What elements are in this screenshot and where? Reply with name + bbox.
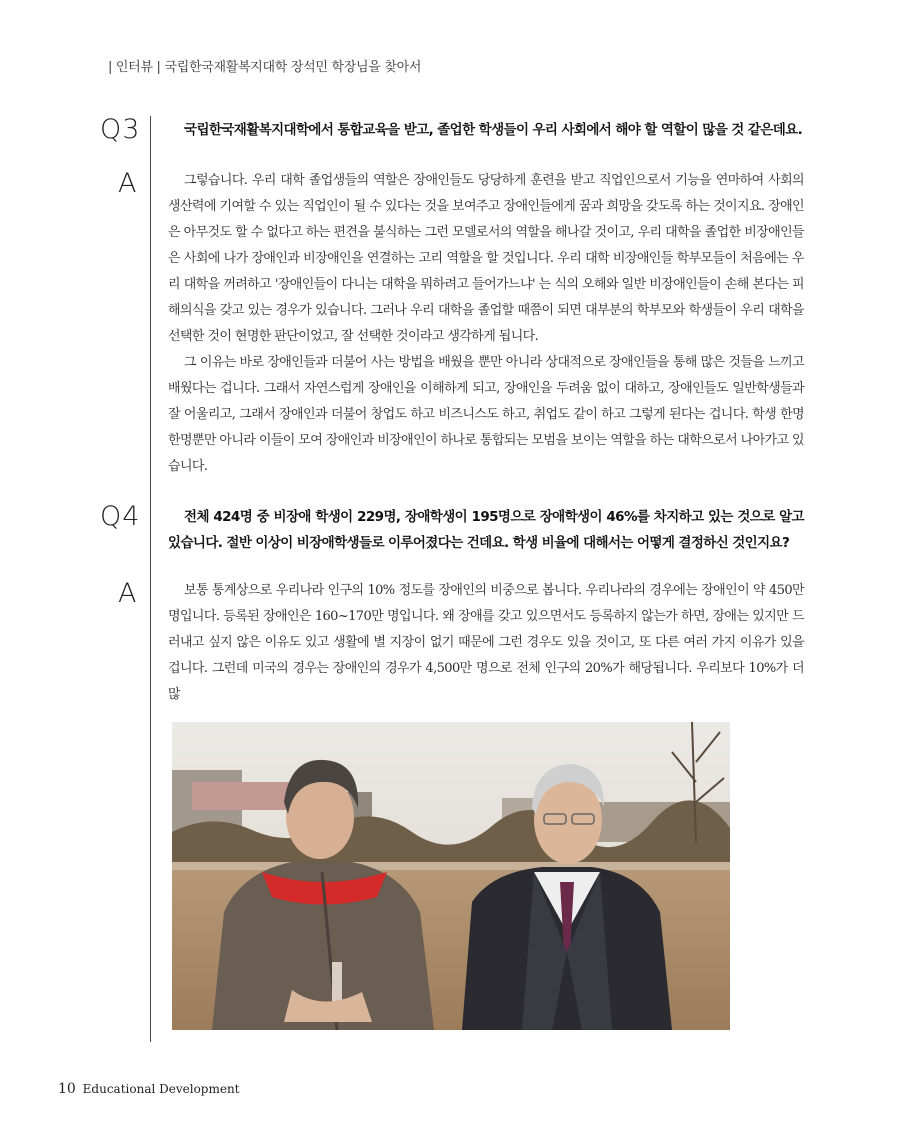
question-text: 국립한국재활복지대학에서 통합교육을 받고, 졸업한 학생들이 우리 사회에서 해야 할 역할이 많을 것 같은데요. [184, 122, 803, 138]
answer-q4 [168, 578, 804, 708]
interview-photo [172, 722, 730, 1030]
page-number: 10 [58, 1081, 76, 1097]
header-divider: | [152, 60, 165, 75]
answer-paragraph: 그렇습니다. 우리 대학 졸업생들의 역할은 장애인들도 당당하게 훈련을 받고 직업인으로서 기능을 연마하여 사회의 생산력에 기여할 수 있는 직업인이 될 수 있다는 것을 보여주고 장애인들에게 꿈과 희망을 갖도록 하는 것이지요. 장애인은 아무것도 할 수 없다고 하는 편견을 불식하는 그런 모델로서의 역할을 해나갈 것이고, 우리 대학을 졸업한 비장애인들은 사회에 나가 장애인과 비장애인을 연결하는 고리 역할을 할 것입니다. 우리 대학 비장애인들 학부모들이 처음에는 우리 대학을 꺼려하고 '장애인들이 다니는 대학을 뭐하려고 들어가느냐' 는 식의 오해와 일반 비장애인들이 손해 본다는 피해의식을 갖고 있는 경우가 있습니다. 그러나 우리 대학을 졸업할 때쯤이 되면 대부분의 학부모와 학생들이 우리 대학을 선택한 것이 현명한 판단이었고, 잘 선택한 것이라고 생각하게 됩니다. [168, 173, 804, 344]
question-text: 전체 424명 중 비장애 학생이 229명, 장애학생이 195명으로 장애학생이 46%를 차지하고 있는 것으로 알고 있습니다. 절반 이상이 비장애학생들로 이루어졌다는 건데요. 학생 비율에 대해서는 어떻게 결정하신 것인지요? [168, 509, 804, 551]
answer-paragraph: 그 이유는 바로 장애인들과 더불어 사는 방법을 배웠을 뿐만 아니라 상대적으로 장애인들을 통해 많은 것들을 느끼고 배웠다는 겁니다. 그래서 자연스럽게 장애인을 이해하게 되고, 장애인을 두려움 없이 대하고, 장애인들도 일반학생들과 잘 어울리고, 그래서 장애인과 더불어 창업도 하고 비즈니스도 하고, 취업도 같이 하고 그렇게 된다는 겁니다. 학생 한명 한명뿐만 아니라 이들이 모여 장애인과 비장애인이 하나로 통합되는 모범을 보이는 역할을 하는 대학으로서 나아가고 있습니다. [168, 355, 804, 474]
answer-paragraph: 보통 통계상으로 우리나라 인구의 10% 정도를 장애인의 비중으로 봅니다. 우리나라의 경우에는 장애인이 약 450만 명입니다. 등록된 장애인은 160~170만 명입니다. 왜 장애를 갖고 있으면서도 등록하지 않는가 하면, 장애는 있지만 드러내고 싶지 않은 이유도 있고 생활에 별 지장이 없기 때문에 그런 경우도 있을 것이고, 또 다른 여러 가지 이유가 있을 겁니다. 그런데 미국의 경우는 장애인의 경우가 4,500만 명으로 전체 인구의 20%가 해당됩니다. 우리보다 10%가 더 많 [168, 583, 804, 702]
answer-label-q3: A [118, 168, 137, 199]
answer-q3 [168, 168, 804, 480]
header-divider: | [108, 60, 116, 75]
vertical-rule [150, 116, 151, 1042]
publication-name: Educational Development [82, 1082, 240, 1096]
page-footer [58, 1081, 240, 1097]
question-q3 [168, 117, 804, 143]
header-title: 국립한국재활복지대학 장석민 학장님을 찾아서 [164, 60, 422, 75]
running-header [108, 56, 421, 75]
question-label-q3: Q3 [100, 114, 141, 145]
answer-label-q4: A [118, 578, 137, 609]
photo-illustration [172, 722, 730, 1030]
question-q4 [168, 504, 804, 556]
question-label-q4: Q4 [100, 501, 141, 532]
header-section: 인터뷰 [115, 60, 153, 75]
